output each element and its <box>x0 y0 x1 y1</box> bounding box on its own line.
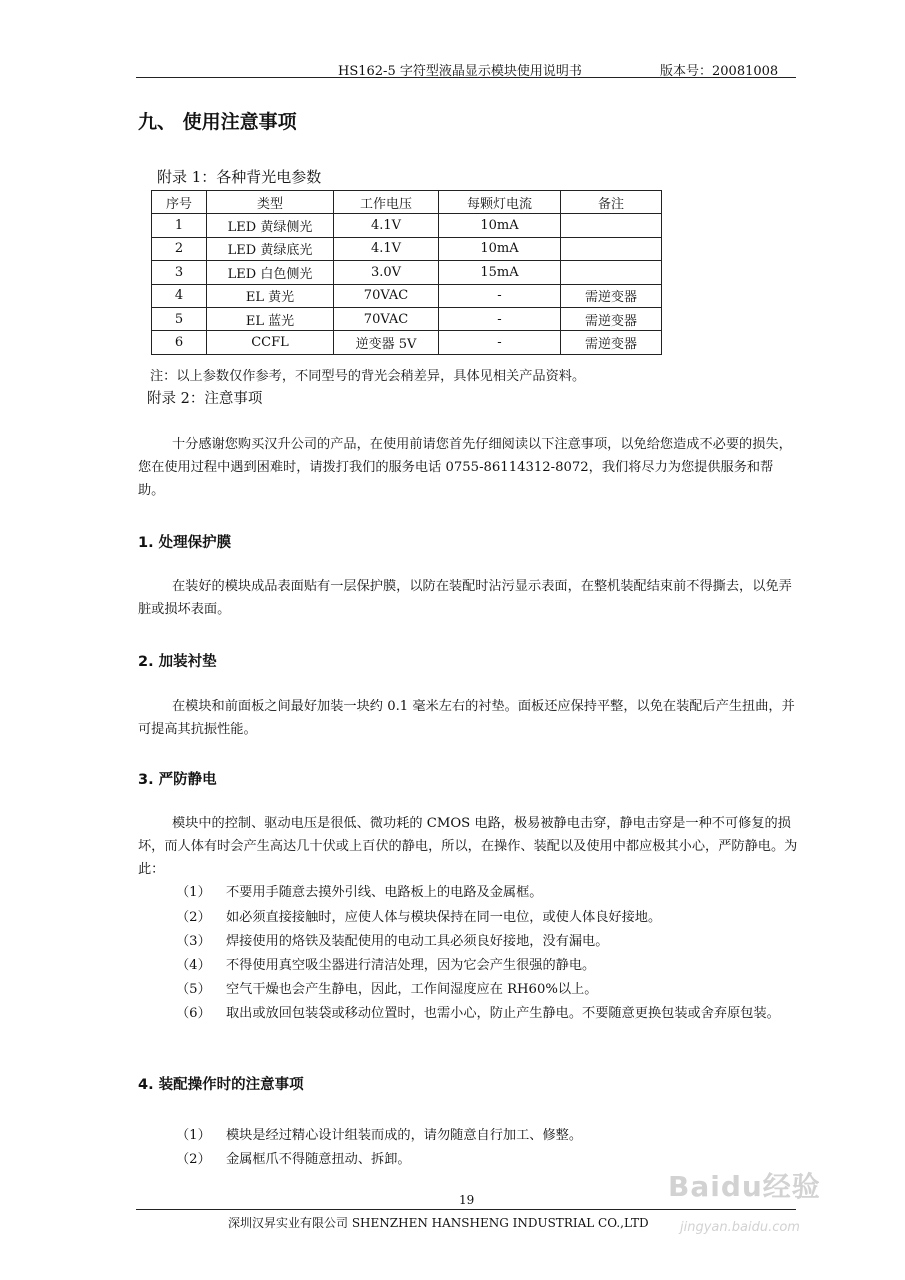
watermark-url: jingyan.baidu.com <box>680 1220 800 1235</box>
table-header-cell: 备注 <box>561 191 662 214</box>
header-doc-title: HS162-5 字符型液晶显示模块使用说明书 <box>338 64 582 79</box>
footer-rule <box>136 1209 796 1210</box>
table-cell: 2 <box>152 237 207 260</box>
table-row <box>152 307 662 330</box>
list-item: 模块是经过精心设计组装而成的，请勿随意自行加工、修整。 <box>226 1128 583 1143</box>
list-item: 如必须直接接触时，应使人体与模块保持在同一电位，或使人体良好接地。 <box>226 910 662 925</box>
table-cell: 需逆变器 <box>561 284 662 307</box>
header-version: 版本号：20081008 <box>660 64 779 79</box>
section-2-title: 2. 加装衬垫 <box>138 654 217 670</box>
table-cell: EL 蓝光 <box>207 307 334 330</box>
appendix1-note: 注：以上参数仅作参考，不同型号的背光会稍差异，具体见相关产品资料。 <box>150 369 586 384</box>
table-cell: 10mA <box>439 214 561 237</box>
section-1-title: 1. 处理保护膜 <box>138 535 232 551</box>
table-cell: 1 <box>152 214 207 237</box>
table-cell: - <box>439 284 561 307</box>
table-cell: 4.1V <box>334 214 439 237</box>
table-header-cell: 工作电压 <box>334 191 439 214</box>
list-item-number: （6） <box>176 1006 211 1021</box>
intro-paragraph: 十分感谢您购买汉升公司的产品，在使用前请您首先仔细阅读以下注意事项，以免给您造成不必要的损失，您在使用过程中遇到困难时，请拨打我们的服务电话 0755-86114312-8072，我们将尽力为您提供服务和帮助。 <box>138 437 792 498</box>
table-cell: 6 <box>152 331 207 354</box>
table-header-cell: 类型 <box>207 191 334 214</box>
table-cell: EL 黄光 <box>207 284 334 307</box>
section-2-body: 在模块和前面板之间最好加装一块约 0.1 毫米左右的衬垫。面板还应保持平整，以免在装配后产生扭曲，并可提高其抗振性能。 <box>138 699 795 737</box>
table-row <box>152 237 662 260</box>
list-item: 焊接使用的烙铁及装配使用的电动工具必须良好接地，没有漏电。 <box>226 934 609 949</box>
list-item-number: （2） <box>176 910 211 925</box>
table-row <box>152 331 662 354</box>
list-item-number: （5） <box>176 982 211 997</box>
table-cell: LED 黄绿底光 <box>207 237 334 260</box>
table-row <box>152 284 662 307</box>
table-header-cell: 每颗灯电流 <box>439 191 561 214</box>
table-row <box>152 261 662 284</box>
table-row <box>152 214 662 237</box>
list-item: 不得使用真空吸尘器进行清洁处理，因为它会产生很强的静电。 <box>226 958 596 973</box>
appendix2-title: 附录 2：注意事项 <box>147 391 263 407</box>
list-item: 空气干燥也会产生静电，因此，工作间湿度应在 RH60%以上。 <box>226 982 598 997</box>
table-cell: 3 <box>152 261 207 284</box>
list-item: 取出或放回包装袋或移动位置时，也需小心，防止产生静电。不要随意更换包装或舍弃原包装。 <box>226 1006 780 1021</box>
table-cell: 需逆变器 <box>561 307 662 330</box>
table-cell: 4 <box>152 284 207 307</box>
table-cell: 10mA <box>439 237 561 260</box>
list-item-number: （3） <box>176 934 211 949</box>
section-title: 九、 使用注意事项 <box>138 111 297 133</box>
table-cell: 15mA <box>439 261 561 284</box>
watermark-logo: Baidu经验 <box>668 1170 821 1203</box>
table-cell: CCFL <box>207 331 334 354</box>
list-item: 金属框爪不得随意扭动、拆卸。 <box>226 1152 411 1167</box>
table-cell: 5 <box>152 307 207 330</box>
table-cell: LED 黄绿侧光 <box>207 214 334 237</box>
table-cell: 70VAC <box>334 284 439 307</box>
section-4-title: 4. 装配操作时的注意事项 <box>138 1077 304 1093</box>
table-header-row <box>152 191 662 214</box>
appendix1-title: 附录 1：各种背光电参数 <box>157 168 322 186</box>
list-item-number: （1） <box>176 885 211 900</box>
table-header-cell: 序号 <box>152 191 207 214</box>
table-cell: - <box>439 331 561 354</box>
section-1-body: 在装好的模块成品表面贴有一层保护膜，以防在装配时沾污显示表面，在整机装配结束前不得撕去，以免弄脏或损坏表面。 <box>138 579 792 617</box>
table-cell: LED 白色侧光 <box>207 261 334 284</box>
table-cell <box>561 237 662 260</box>
table-cell <box>561 261 662 284</box>
list-item-number: （1） <box>176 1128 211 1143</box>
page-number: 19 <box>459 1193 475 1207</box>
section-3-title: 3. 严防静电 <box>138 772 217 788</box>
table-cell: - <box>439 307 561 330</box>
backlight-table <box>151 190 662 355</box>
table-cell: 4.1V <box>334 237 439 260</box>
list-item: 不要用手随意去摸外引线、电路板上的电路及金属框。 <box>226 885 543 900</box>
table-cell: 需逆变器 <box>561 331 662 354</box>
list-item-number: （2） <box>176 1152 211 1167</box>
table-cell: 3.0V <box>334 261 439 284</box>
section-3-body: 模块中的控制、驱动电压是很低、微功耗的 CMOS 电路，极易被静电击穿，静电击穿是一种不可修复的损坏，而人体有时会产生高达几十伏或上百伏的静电，所以，在操作、装配以及使用中都应极其小心，严防静电。为此： <box>138 816 798 877</box>
table-cell: 逆变器 5V <box>334 331 439 354</box>
list-item-number: （4） <box>176 958 211 973</box>
table-cell: 70VAC <box>334 307 439 330</box>
footer-company: 深圳汉昇实业有限公司 SHENZHEN HANSHENG INDUSTRIAL CO.,LTD <box>228 1216 649 1230</box>
header-rule <box>136 77 796 78</box>
table-cell <box>561 214 662 237</box>
